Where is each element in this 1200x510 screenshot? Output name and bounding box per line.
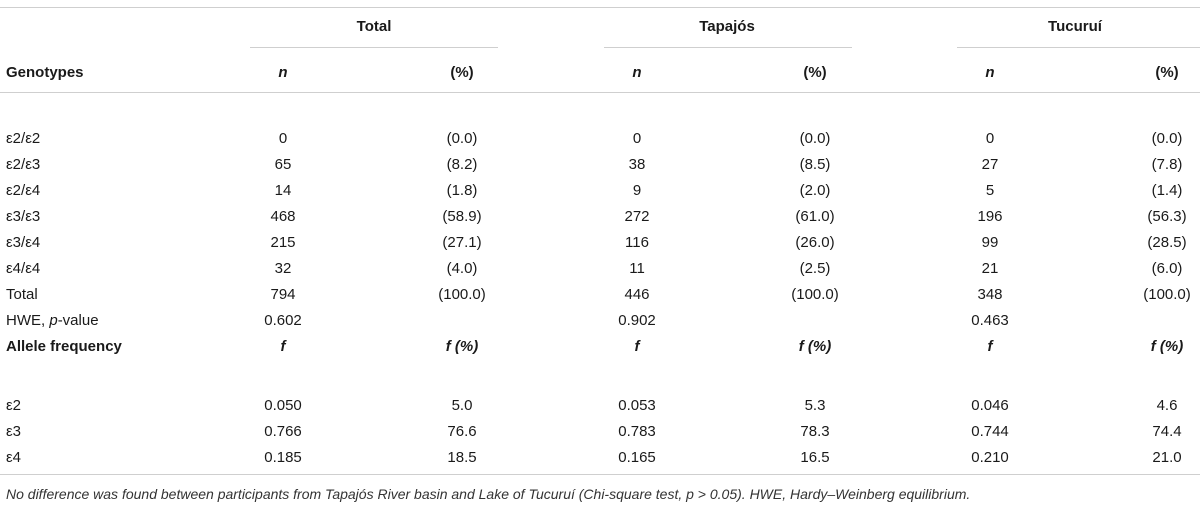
cell: 272	[624, 208, 650, 225]
cell: 0.783	[618, 423, 656, 440]
cell: 38	[628, 156, 646, 173]
cell: (2.0)	[799, 182, 831, 199]
cell: 0.766	[264, 423, 302, 440]
cell: (100.0)	[791, 286, 839, 303]
cell: (8.5)	[799, 156, 831, 173]
column-header-n-tucurui: n	[985, 64, 995, 81]
cell: (0.0)	[1151, 130, 1183, 147]
cell: 0	[632, 130, 642, 147]
cell: 78.3	[800, 423, 830, 440]
cell: (61.0)	[795, 208, 835, 225]
cell: 21	[981, 260, 999, 277]
column-header-n-total: n	[278, 64, 288, 81]
cell: (1.4)	[1151, 182, 1183, 199]
cell: 74.4	[1152, 423, 1182, 440]
cell: 215	[270, 234, 296, 251]
allele-header-f-tucurui: f	[987, 338, 993, 355]
cell: 0.744	[971, 423, 1009, 440]
cell: 0.050	[264, 397, 302, 414]
allele-header-f-total: f	[280, 338, 286, 355]
cell: 5.0	[451, 397, 473, 414]
hwe-label-p: p	[49, 312, 58, 329]
hwe-value-total: 0.602	[264, 312, 302, 329]
table-bottom-rule	[0, 474, 1200, 475]
allele-header-fpct-tucurui: f (%)	[1150, 338, 1184, 355]
cell: 0	[985, 130, 995, 147]
table-footnote: No difference was found between participants from Tapajós River basin and Lake of Tucuruí (Chi-square test, p > 0.05). HWE, Hardy–Weinberg equilibrium.	[6, 486, 971, 502]
genotype-label: Total	[6, 286, 38, 303]
cell: 9	[632, 182, 642, 199]
column-header-n-tapajos: n	[632, 64, 642, 81]
column-header-pct-tapajos: (%)	[803, 64, 827, 81]
allele-header-fpct-total: f (%)	[445, 338, 479, 355]
cell: 99	[981, 234, 999, 251]
group-header-tucurui: Tucuruí	[1048, 18, 1102, 35]
cell: 0	[278, 130, 288, 147]
cell: (1.8)	[446, 182, 478, 199]
cell: 794	[270, 286, 296, 303]
group-underline-total	[250, 47, 498, 48]
cell: (0.0)	[799, 130, 831, 147]
column-header-pct-total: (%)	[450, 64, 474, 81]
genotype-label: ε4/ε4	[6, 260, 41, 277]
allele-header-f-tapajos: f	[634, 338, 640, 355]
table-top-rule	[0, 7, 1200, 8]
cell: 348	[977, 286, 1003, 303]
cell: (58.9)	[442, 208, 482, 225]
cell: 0.046	[971, 397, 1009, 414]
group-header-tapajos: Tapajós	[699, 18, 755, 35]
group-underline-tucurui	[957, 47, 1200, 48]
cell: 468	[270, 208, 296, 225]
column-header-pct-tucurui: (%)	[1155, 64, 1179, 81]
allele-header-fpct-tapajos: f (%)	[798, 338, 832, 355]
genotype-label: ε2/ε4	[6, 182, 41, 199]
hwe-value-tapajos: 0.902	[618, 312, 656, 329]
cell: (100.0)	[1143, 286, 1191, 303]
genotype-label: ε2/ε3	[6, 156, 41, 173]
cell: 11	[629, 260, 645, 277]
cell: 0.165	[618, 449, 656, 466]
cell: (26.0)	[795, 234, 835, 251]
hwe-label	[6, 312, 99, 330]
allele-label: ε4	[6, 449, 22, 466]
allele-label: ε3	[6, 423, 22, 440]
cell: 196	[977, 208, 1003, 225]
genotype-label: ε3/ε4	[6, 234, 41, 251]
cell: (2.5)	[799, 260, 831, 277]
cell: (28.5)	[1147, 234, 1187, 251]
cell: (6.0)	[1151, 260, 1183, 277]
cell: 76.6	[447, 423, 477, 440]
cell: 27	[981, 156, 999, 173]
cell: 16.5	[800, 449, 830, 466]
cell: 446	[624, 286, 650, 303]
cell: (0.0)	[446, 130, 478, 147]
group-underline-tapajos	[604, 47, 852, 48]
column-header-genotypes: Genotypes	[6, 64, 84, 81]
cell: 32	[274, 260, 292, 277]
genotype-label: ε3/ε3	[6, 208, 41, 225]
cell: (4.0)	[446, 260, 478, 277]
allele-frequency-header: Allele frequency	[6, 338, 122, 355]
cell: 21.0	[1152, 449, 1182, 466]
header-bottom-rule	[0, 92, 1200, 93]
cell: 0.210	[971, 449, 1009, 466]
cell: (7.8)	[1151, 156, 1183, 173]
cell: 5	[985, 182, 995, 199]
cell: 14	[274, 182, 292, 199]
cell: (100.0)	[438, 286, 486, 303]
cell: (56.3)	[1147, 208, 1187, 225]
cell: 0.185	[264, 449, 302, 466]
cell: 65	[274, 156, 292, 173]
group-header-total: Total	[356, 18, 392, 35]
cell: 4.6	[1156, 397, 1178, 414]
cell: 116	[625, 234, 649, 251]
hwe-value-tucurui: 0.463	[971, 312, 1009, 329]
cell: (27.1)	[442, 234, 482, 251]
genotype-label: ε2/ε2	[6, 130, 41, 147]
cell: (8.2)	[446, 156, 478, 173]
cell: 5.3	[804, 397, 826, 414]
allele-label: ε2	[6, 397, 22, 414]
cell: 0.053	[618, 397, 656, 414]
hwe-label-prefix: HWE,	[6, 312, 50, 329]
cell: 18.5	[447, 449, 477, 466]
hwe-label-suffix: -value	[57, 312, 99, 329]
